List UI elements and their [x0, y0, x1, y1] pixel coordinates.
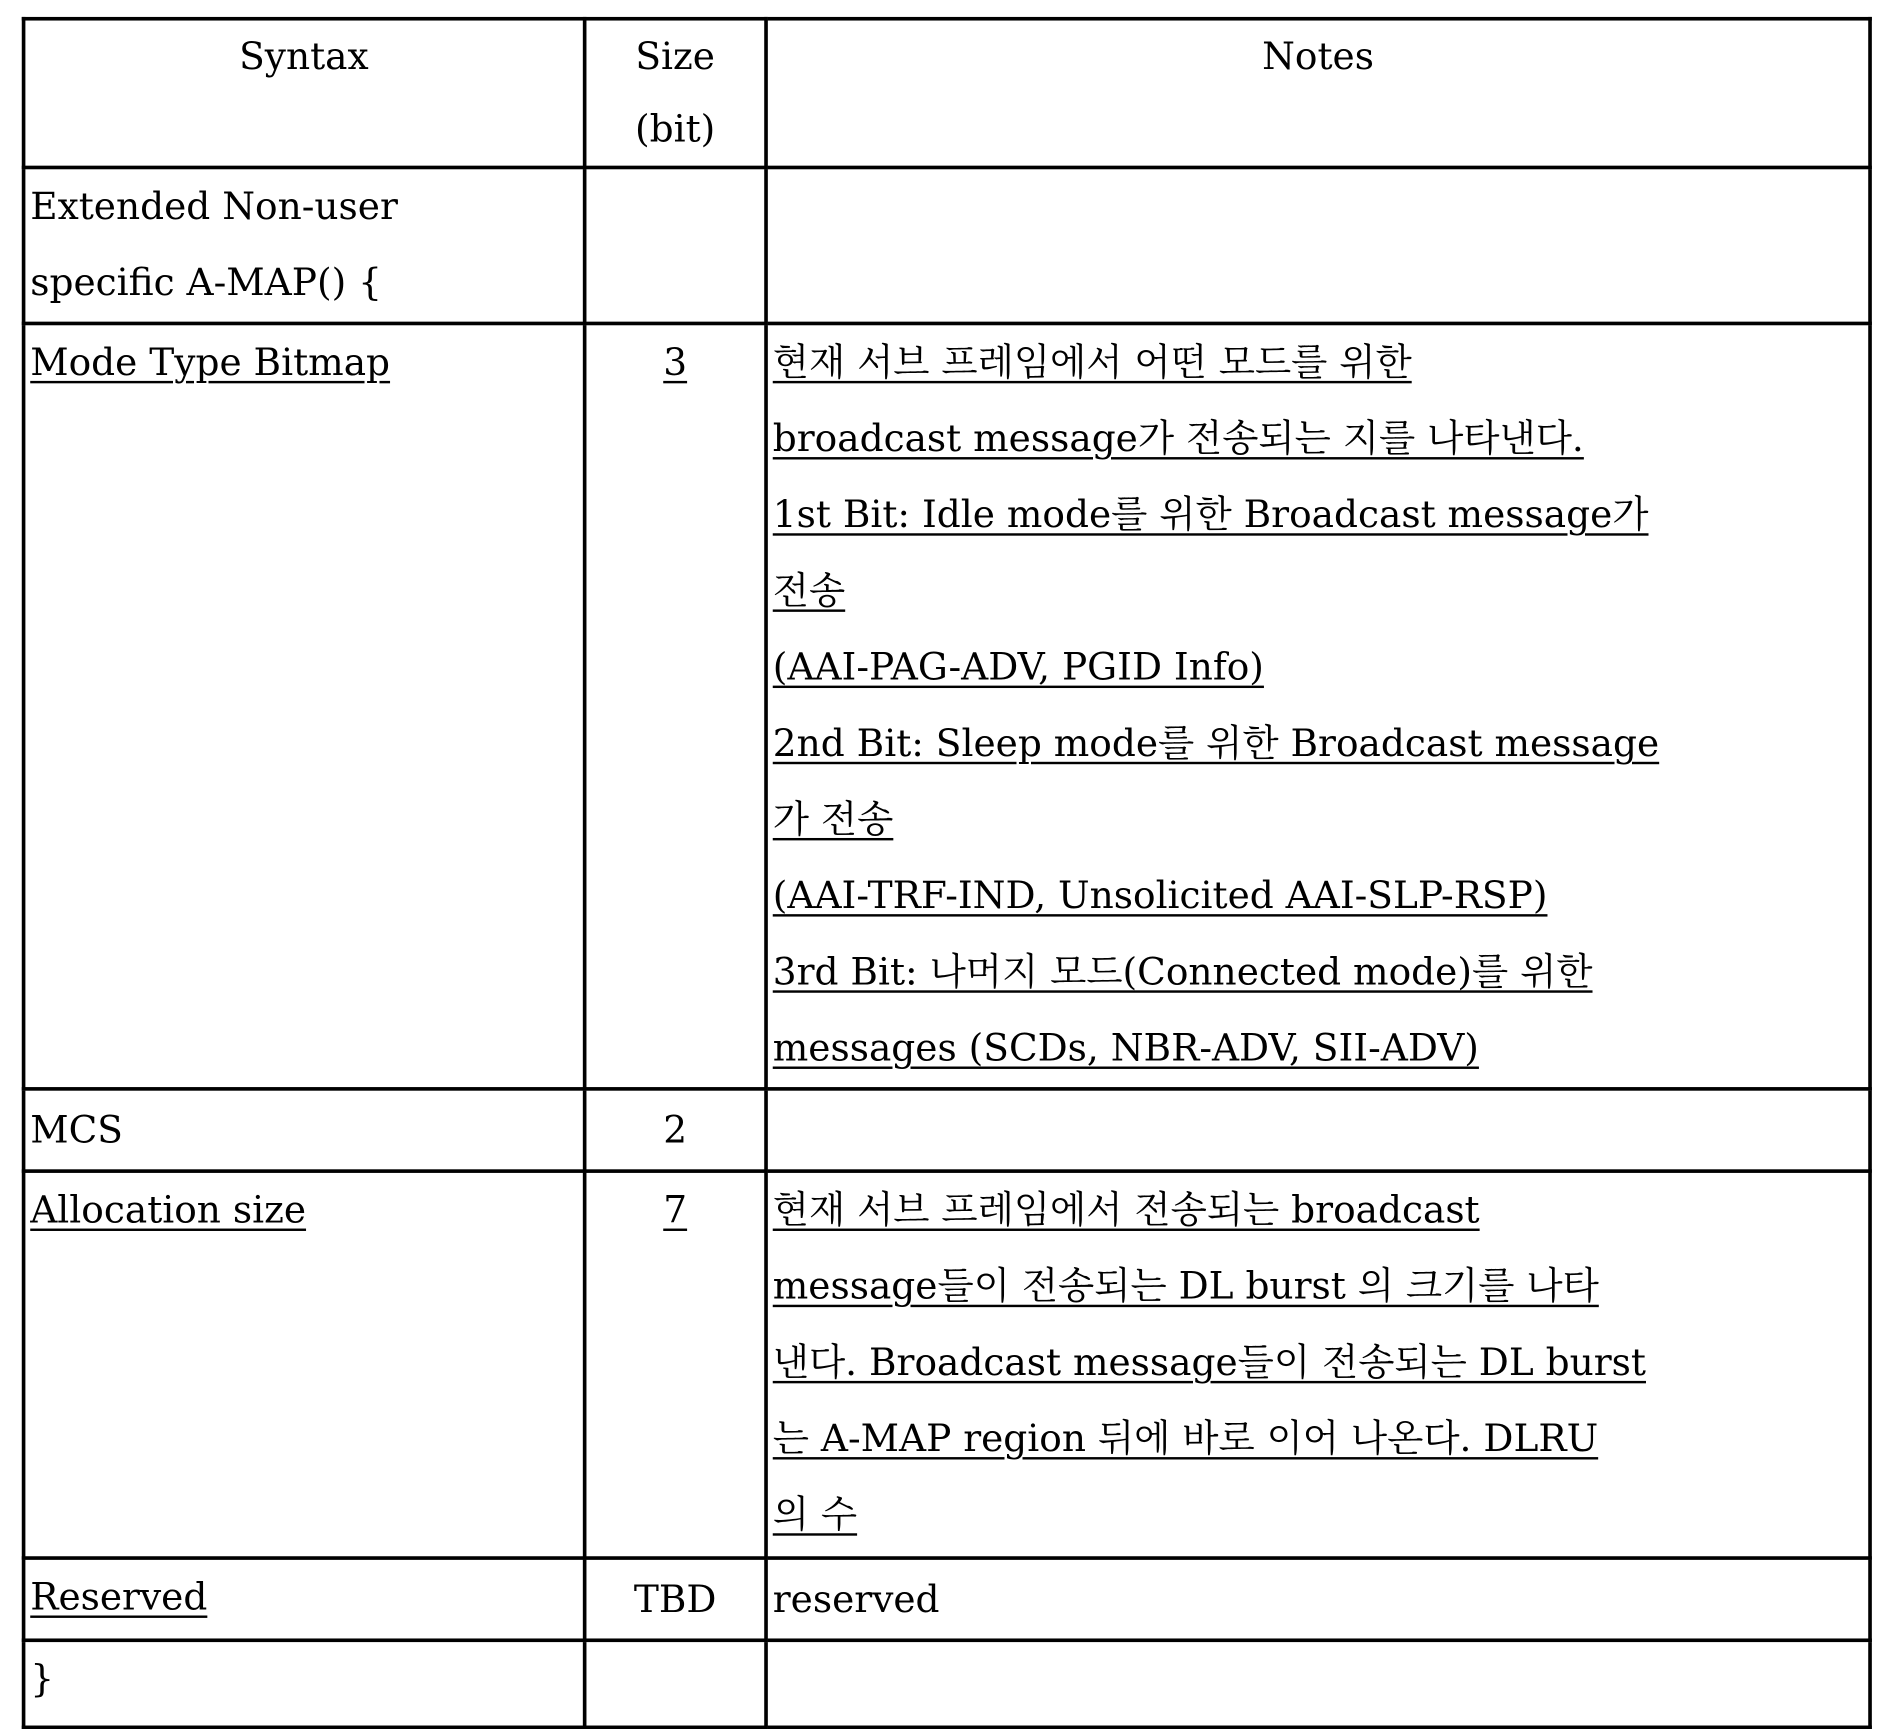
table-row	[24, 1640, 1870, 1727]
size-cell	[584, 1171, 766, 1558]
syntax-text: Mode Type Bitmap	[30, 341, 390, 385]
notes-line: (AAI-PAG-ADV, PGID Info)	[773, 630, 1864, 706]
table-row	[24, 323, 1870, 1088]
size-cell: 2	[584, 1089, 766, 1171]
size-value: 3	[663, 341, 687, 385]
syntax-text: Allocation size	[30, 1189, 306, 1233]
table-row	[24, 1089, 1870, 1171]
notes-line: 현재 서브 프레임에서 전송되는 broadcast	[773, 1173, 1864, 1249]
notes-line: 2nd Bit: Sleep mode를 위한 Broadcast message	[773, 706, 1864, 782]
size-cell	[584, 167, 766, 323]
size-cell	[584, 1640, 766, 1727]
notes-cell	[766, 167, 1870, 323]
notes-line: 낸다. Broadcast message들이 전송되는 DL burst	[773, 1325, 1864, 1401]
size-cell	[584, 323, 766, 1088]
header-size	[584, 19, 766, 168]
syntax-cell	[24, 323, 585, 1088]
notes-line: messages (SCDs, NBR-ADV, SII-ADV)	[773, 1011, 1864, 1087]
header-size-unit: (bit)	[591, 93, 760, 166]
header-row	[24, 19, 1870, 168]
syntax-text: Reserved	[30, 1576, 207, 1620]
notes-line: 의 수	[773, 1478, 1864, 1554]
notes-cell	[766, 1640, 1870, 1727]
header-size-label: Size	[591, 21, 760, 94]
table-row	[24, 1171, 1870, 1558]
syntax-cell	[24, 1171, 585, 1558]
notes-cell	[766, 323, 1870, 1088]
syntax-table	[22, 17, 1872, 1729]
size-cell: TBD	[584, 1558, 766, 1640]
notes-line: (AAI-TRF-IND, Unsolicited AAI-SLP-RSP)	[773, 859, 1864, 935]
notes-line: 는 A-MAP region 뒤에 바로 이어 나온다. DLRU	[773, 1401, 1864, 1477]
notes-cell: reserved	[766, 1558, 1870, 1640]
size-value: 7	[663, 1189, 687, 1233]
page	[0, 0, 1896, 1684]
header-notes: Notes	[766, 19, 1870, 168]
notes-line: 3rd Bit: 나머지 모드(Connected mode)를 위한	[773, 935, 1864, 1011]
notes-line: 1st Bit: Idle mode를 위한 Broadcast message가	[773, 478, 1864, 554]
syntax-cell: }	[24, 1640, 585, 1727]
notes-line: 전송	[773, 554, 1864, 630]
table-row	[24, 1558, 1870, 1640]
syntax-text: Extended Non-user	[30, 169, 577, 245]
notes-line: message들이 전송되는 DL burst 의 크기를 나타	[773, 1249, 1864, 1325]
notes-line: 가 전송	[773, 782, 1864, 858]
notes-line: broadcast message가 전송되는 지를 나타낸다.	[773, 401, 1864, 477]
syntax-cell: MCS	[24, 1089, 585, 1171]
notes-cell	[766, 1171, 1870, 1558]
notes-cell	[766, 1089, 1870, 1171]
syntax-text: specific A-MAP() {	[30, 245, 577, 321]
syntax-cell	[24, 167, 585, 323]
header-syntax: Syntax	[24, 19, 585, 168]
syntax-cell	[24, 1558, 585, 1640]
notes-line: 현재 서브 프레임에서 어떤 모드를 위한	[773, 325, 1864, 401]
table-row	[24, 167, 1870, 323]
